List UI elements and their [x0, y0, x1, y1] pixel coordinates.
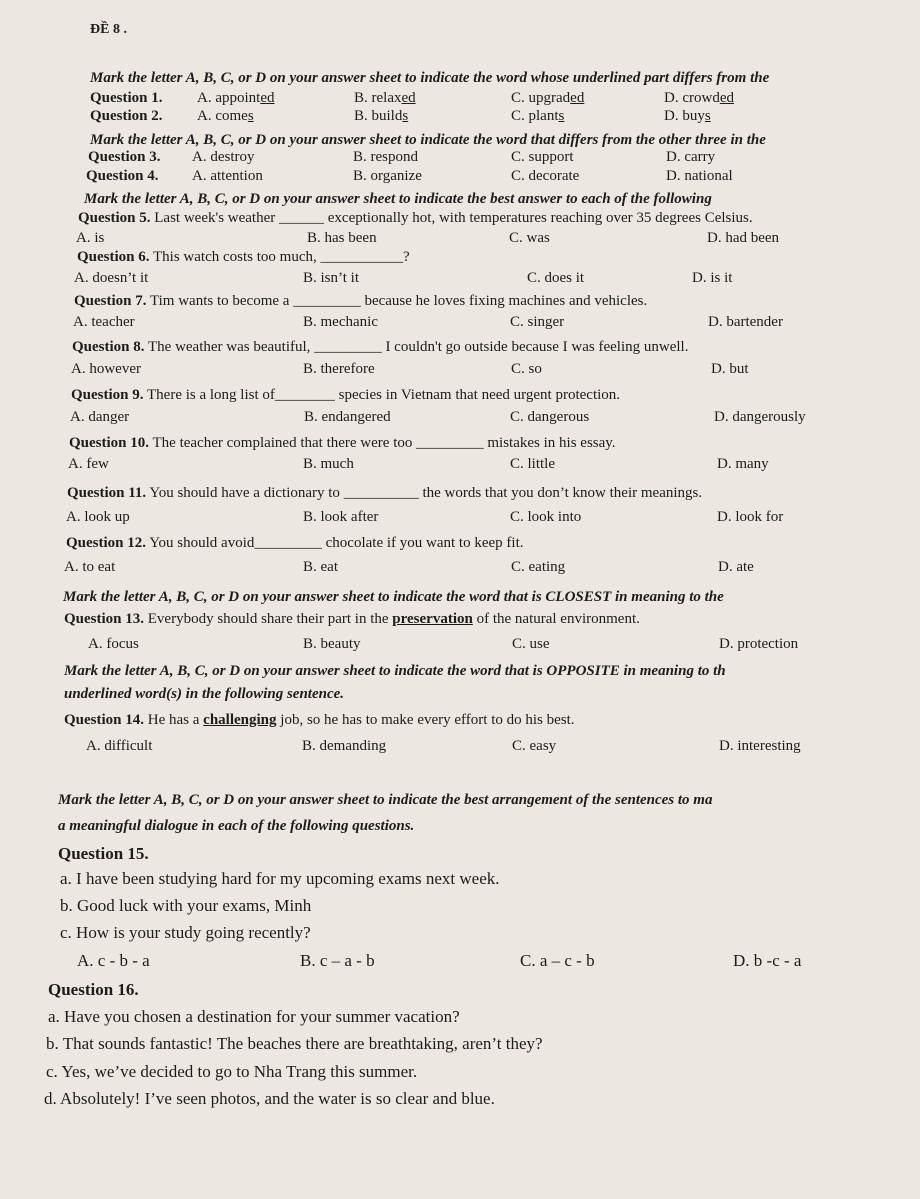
dialogue-text: c. How is your study going recently? — [60, 923, 311, 942]
dialogue-line-a — [0, 867, 920, 891]
option-d[interactable]: D. protection — [719, 636, 799, 652]
question-12-options — [0, 555, 920, 579]
question-label: Question 2. — [90, 108, 163, 124]
question-9-options — [0, 405, 920, 429]
option-b[interactable]: B. isn’t it — [303, 270, 359, 286]
instruction-text: Mark the letter A, B, C, or D on your answer sheet to indicate the word that differs from the other three in the — [90, 132, 766, 148]
question-14 — [0, 708, 920, 732]
question-13 — [0, 607, 920, 631]
option-c[interactable]: C. little — [510, 456, 555, 472]
option-b[interactable]: B. mechanic — [303, 314, 378, 330]
question-8-options — [0, 357, 920, 381]
question-15-options — [0, 949, 920, 973]
option-c[interactable]: C. a – c - b — [520, 951, 595, 970]
option-a[interactable]: A. to eat — [64, 559, 116, 575]
section-instruction-opposite-2 — [0, 682, 920, 706]
option-b[interactable]: B. look after — [303, 509, 379, 525]
dialogue-text: a. Have you chosen a destination for your summer vacation? — [48, 1007, 460, 1026]
option-b[interactable]: B. builds — [354, 108, 409, 124]
question-stem: Question 10. The teacher complained that there were too _________ mistakes in his essay. — [69, 435, 616, 451]
question-13-options — [0, 632, 920, 656]
section-instruction-opposite — [0, 659, 920, 683]
option-d[interactable]: D. national — [666, 168, 733, 184]
underlined-word: challenging — [203, 712, 277, 728]
option-d[interactable]: D. interesting — [719, 738, 801, 754]
option-d[interactable]: D. dangerously — [714, 409, 806, 425]
option-a[interactable]: A. however — [71, 361, 141, 377]
option-c[interactable]: C. use — [512, 636, 550, 652]
question-4 — [0, 164, 920, 188]
option-c[interactable]: C. easy — [512, 738, 557, 754]
header — [0, 18, 920, 42]
option-a[interactable]: A. doesn’t it — [74, 270, 149, 286]
option-a[interactable]: A. destroy — [192, 149, 255, 165]
option-b[interactable]: B. relaxed — [354, 90, 416, 106]
option-a[interactable]: A. attention — [192, 168, 263, 184]
page-title: ĐỀ 8 . — [90, 22, 127, 37]
section-instruction-closest — [0, 585, 920, 609]
option-b[interactable]: B. organize — [353, 168, 422, 184]
option-b[interactable]: B. endangered — [304, 409, 391, 425]
option-d[interactable]: D. carry — [666, 149, 716, 165]
option-d[interactable]: D. crowded — [664, 90, 734, 106]
answer-blank[interactable]: _________ — [416, 435, 484, 451]
instruction-text: Mark the letter A, B, C, or D on your answer sheet to indicate the word that is CLOSEST in meaning to the — [63, 589, 724, 605]
dialogue-line-b — [0, 1032, 920, 1056]
answer-blank[interactable]: ___________ — [320, 249, 403, 265]
question-12 — [0, 531, 920, 555]
question-stem: Question 5. Last week's weather ______ exceptionally hot, with temperatures reaching over 35 degrees Celsius. — [78, 210, 753, 226]
option-a[interactable]: A. danger — [70, 409, 130, 425]
option-d[interactable]: D. but — [711, 361, 749, 377]
question-11-options — [0, 505, 920, 529]
question-14-options — [0, 734, 920, 758]
option-a[interactable]: A. focus — [88, 636, 139, 652]
answer-blank[interactable]: _________ — [254, 535, 322, 551]
option-d[interactable]: D. is it — [692, 270, 733, 286]
dialogue-text: a. I have been studying hard for my upcoming exams next week. — [60, 869, 500, 888]
option-c[interactable]: C. dangerous — [510, 409, 590, 425]
option-b[interactable]: B. respond — [353, 149, 418, 165]
option-c[interactable]: C. so — [511, 361, 542, 377]
question-stem: Question 13. Everybody should share their part in the preservation of the natural environment. — [64, 611, 640, 627]
question-stem: Question 8. The weather was beautiful, _________ I couldn't go outside because I was feeling unwell. — [72, 339, 689, 355]
instruction-text: Mark the letter A, B, C, or D on your answer sheet to indicate the word that is OPPOSITE in meaning to th — [64, 663, 726, 679]
answer-blank[interactable]: ______ — [279, 210, 324, 226]
option-d[interactable]: D. look for — [717, 509, 784, 525]
question-9 — [0, 383, 920, 407]
dialogue-line-b — [0, 894, 920, 918]
option-a[interactable]: A. is — [76, 230, 105, 246]
option-a[interactable]: A. few — [68, 456, 109, 472]
dialogue-line-c — [0, 1060, 920, 1084]
option-b[interactable]: B. much — [303, 456, 354, 472]
option-a[interactable]: A. comes — [197, 108, 254, 124]
instruction-text: Mark the letter A, B, C, or D on your answer sheet to indicate the best answer to each of the following — [84, 191, 712, 207]
question-label: Question 1. — [90, 90, 163, 106]
option-a[interactable]: A. c - b - a — [77, 951, 150, 970]
question-11 — [0, 481, 920, 505]
question-stem: Question 9. There is a long list of________ species in Vietnam that need urgent protection. — [71, 387, 621, 403]
option-a[interactable]: A. look up — [66, 509, 130, 525]
option-d[interactable]: D. b -c - a — [733, 951, 802, 970]
dialogue-text: c. Yes, we’ve decided to go to Nha Trang this summer. — [46, 1062, 418, 1081]
question-stem: Question 7. Tim wants to become a _________ because he loves fixing machines and vehicles. — [74, 293, 648, 309]
option-c[interactable]: C. singer — [510, 314, 565, 330]
question-stem: Question 14. He has a challenging job, so he has to make every effort to do his best. — [64, 712, 575, 728]
question-label: Question 4. — [86, 168, 159, 184]
option-c[interactable]: C. upgraded — [511, 90, 585, 106]
dialogue-line-a — [0, 1005, 920, 1029]
option-c[interactable]: C. look into — [510, 509, 582, 525]
option-b[interactable]: B. has been — [307, 230, 377, 246]
instruction-text: a meaningful dialogue in each of the following questions. — [58, 818, 415, 834]
option-c[interactable]: C. was — [509, 230, 550, 246]
option-b[interactable]: B. eat — [303, 559, 338, 575]
question-label: Question 16. — [48, 980, 139, 999]
option-c[interactable]: C. does it — [527, 270, 585, 286]
answer-blank[interactable]: ________ — [274, 387, 335, 403]
underlined-word: preservation — [392, 611, 473, 627]
option-b[interactable]: B. c – a - b — [300, 951, 375, 970]
dialogue-text: b. Good luck with your exams, Minh — [60, 896, 312, 915]
answer-blank[interactable]: _________ — [314, 339, 382, 355]
option-d[interactable]: D. ate — [718, 559, 754, 575]
question-10-options — [0, 452, 920, 476]
option-d[interactable]: D. many — [717, 456, 769, 472]
option-d[interactable]: D. had been — [707, 230, 780, 246]
question-8 — [0, 335, 920, 359]
dialogue-line-d — [0, 1087, 920, 1111]
option-b[interactable]: B. demanding — [302, 738, 387, 754]
question-stem: Question 6. This watch costs too much, ___________? — [77, 249, 410, 265]
question-label: Question 15. — [58, 844, 149, 863]
option-b[interactable]: B. beauty — [303, 636, 361, 652]
question-6-options — [0, 266, 920, 290]
option-d[interactable]: D. buys — [664, 108, 711, 124]
question-15-label — [0, 842, 920, 866]
option-c[interactable]: C. support — [511, 149, 574, 165]
question-label: Question 3. — [88, 149, 161, 165]
question-stem: Question 11. You should have a dictionary to __________ the words that you don’t know their meanings. — [67, 485, 703, 501]
section-instruction-arrangement-2 — [0, 814, 920, 838]
question-7-options — [0, 310, 920, 334]
option-c[interactable]: C. decorate — [511, 168, 580, 184]
section-instruction-arrangement — [0, 788, 920, 812]
option-a[interactable]: A. teacher — [73, 314, 135, 330]
question-16-label — [0, 978, 920, 1002]
option-c[interactable]: C. eating — [511, 559, 566, 575]
option-a[interactable]: A. difficult — [86, 738, 153, 754]
answer-blank[interactable]: _________ — [293, 293, 361, 309]
dialogue-line-c — [0, 921, 920, 945]
option-a[interactable]: A. appointed — [197, 90, 275, 106]
answer-blank[interactable]: __________ — [343, 485, 419, 501]
option-d[interactable]: D. bartender — [708, 314, 783, 330]
instruction-text: underlined word(s) in the following sentence. — [64, 686, 345, 702]
dialogue-text: d. Absolutely! I’ve seen photos, and the water is so clear and blue. — [44, 1089, 495, 1108]
instruction-text: Mark the letter A, B, C, or D on your answer sheet to indicate the best arrangement of the sentences to ma — [58, 792, 713, 808]
option-c[interactable]: C. plants — [511, 108, 565, 124]
dialogue-text: b. That sounds fantastic! The beaches there are breathtaking, aren’t they? — [46, 1034, 543, 1053]
instruction-text: Mark the letter A, B, C, or D on your answer sheet to indicate the word whose underlined part differs from the — [90, 70, 770, 86]
option-b[interactable]: B. therefore — [303, 361, 375, 377]
question-stem: Question 12. You should avoid_________ chocolate if you want to keep fit. — [66, 535, 524, 551]
question-2 — [0, 104, 920, 128]
